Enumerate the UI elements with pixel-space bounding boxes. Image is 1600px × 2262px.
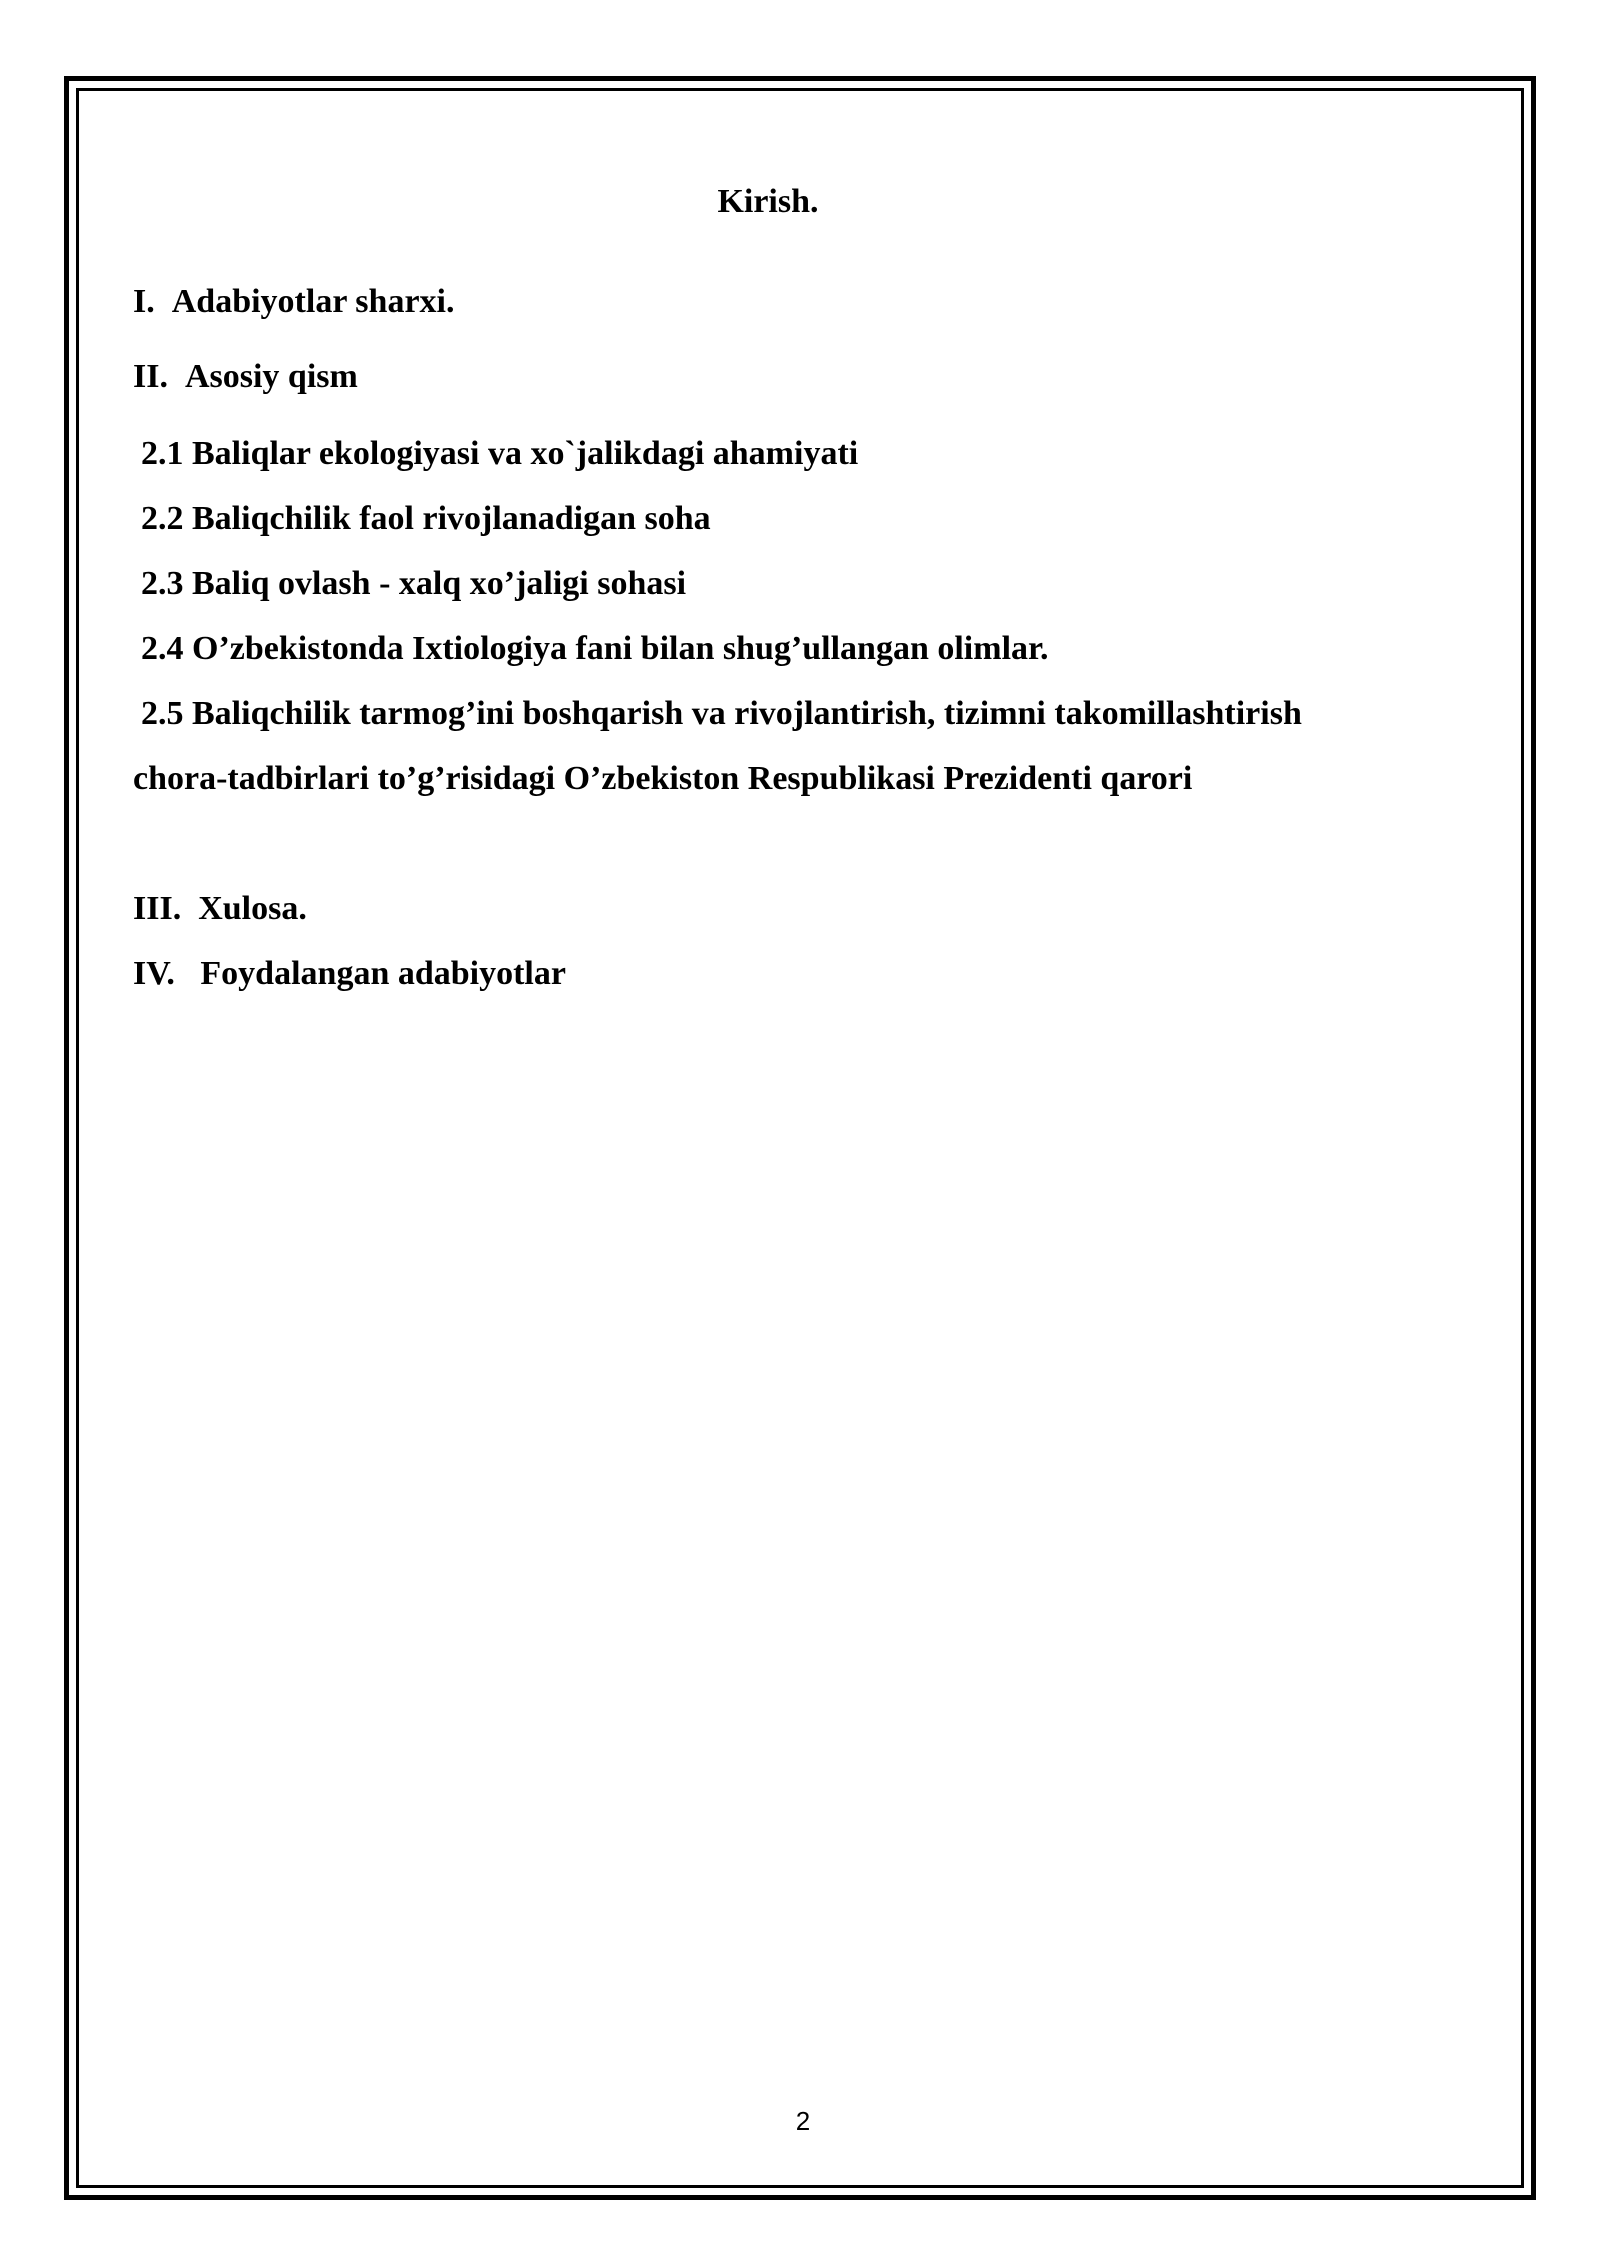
document-title: Kirish. bbox=[717, 183, 819, 220]
toc-subsection-2-5: 2.5 Baliqchilik tarmog’ini boshqarish va rivojlantirish, tizimni takomillashtirish bbox=[141, 695, 1302, 732]
toc-subsection-2-3: 2.3 Baliq ovlash - xalq xo’jaligi sohasi bbox=[141, 565, 687, 602]
toc-section-3 bbox=[133, 889, 307, 929]
toc-section-number: IV. bbox=[133, 955, 175, 992]
toc-section-2 bbox=[133, 357, 358, 397]
toc-subsection-2-5-continued: chora-tadbirlari to’g’risidagi O’zbekiston Respublikasi Prezidenti qarori bbox=[133, 760, 1193, 797]
page-number: 2 bbox=[795, 2106, 811, 2136]
toc-subsection-2-1: 2.1 Baliqlar ekologiyasi va xo`jalikdagi ahamiyati bbox=[141, 435, 859, 472]
toc-section-label: Adabiyotlar sharxi. bbox=[171, 283, 455, 320]
toc-section-label: Xulosa. bbox=[198, 890, 307, 927]
toc-section-4 bbox=[133, 954, 566, 994]
toc-section-number: III. bbox=[133, 890, 182, 927]
toc-subsection-2-2: 2.2 Baliqchilik faol rivojlanadigan soha bbox=[141, 500, 711, 537]
toc-section-label: Asosiy qism bbox=[184, 358, 358, 395]
toc-section-1 bbox=[133, 282, 454, 322]
page-border-inner bbox=[76, 88, 1524, 2188]
toc-subsection-2-4: 2.4 O’zbekistonda Ixtiologiya fani bilan shug’ullangan olimlar. bbox=[141, 630, 1049, 667]
toc-section-number: I. bbox=[133, 283, 155, 320]
toc-section-label: Foydalangan adabiyotlar bbox=[200, 955, 566, 992]
toc-section-number: II. bbox=[133, 358, 168, 395]
